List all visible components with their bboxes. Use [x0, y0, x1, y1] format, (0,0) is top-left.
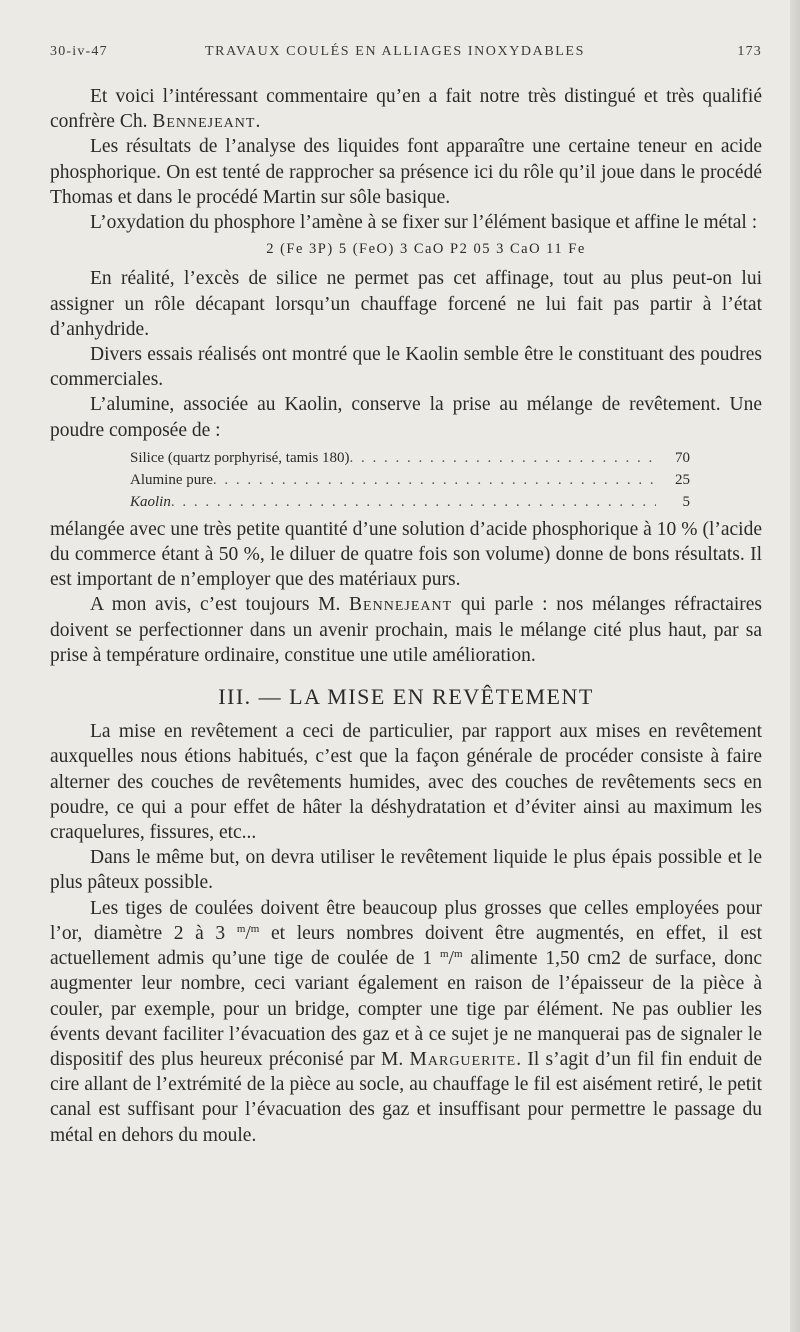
paragraph-3: L’oxydation du phosphore l’amène à se fixer sur l’élément basique et affine le métal : — [90, 212, 758, 234]
page-edge-shadow — [790, 0, 800, 1332]
chemical-formula: 2 (Fe 3P) 5 (FeO) 3 CaO P2 05 3 CaO 11 Fe — [266, 241, 586, 258]
unit-superscript: m — [453, 948, 463, 961]
author-name: Marguerite — [409, 1048, 517, 1070]
unit-slash: / — [245, 922, 251, 944]
composition-value: 70 — [675, 449, 690, 466]
paragraph-11-text-b: et leurs nombres doivent être augmentés, en effet, il est actuellement admis qu’une tige de coulée de 1 — [50, 922, 762, 970]
paragraph-11 — [50, 896, 762, 1148]
paragraph-8-rest: qui parle : nos mélanges réfractaires doivent se perfectionner dans un avenir prochain, mais le mélange cité plus haut, par sa prise à température ordinaire, constitue une utile amélioration. — [50, 594, 762, 666]
composition-row — [130, 447, 690, 469]
paragraph-4: En réalité, l’excès de silice ne permet pas cet affinage, tout au plus peut-on lui assigner un rôle décapant lorsqu’un chauffage forcené ne lui fait pas partir à l’état d’anhydride. — [50, 268, 762, 340]
composition-row — [130, 491, 690, 513]
author-name: Bennejeant — [152, 111, 256, 133]
paragraph-11-text-d: . Il s’agit d’un fil fin enduit de cire allant de l’extrémité de la pièce au socle, au chauffage le fil est aisément retiré, le petit canal est suffisant pour l’évacuation des gaz et insuffisant pour permettre le passage du métal en dehors du moule. — [50, 1048, 762, 1146]
author-name: Bennejeant — [349, 594, 453, 616]
section-title: III. — LA MISE EN REVÊTEMENT — [218, 684, 594, 710]
composition-name: Alumine pure — [130, 471, 213, 488]
unit-superscript: m — [236, 922, 246, 935]
paragraph-7: mélangée avec une très petite quantité d’une solution d’acide phosphorique à 10 % (l’acide du commerce étant à 50 %, le diluer de quatre fois son volume) donne de bons résultats. Il est important de n’employer que des matériaux purs. — [50, 518, 762, 591]
paragraph-11-text-c: alimente 1,50 cm2 de surface, donc augmenter leur nombre, ceci variant également en raison de l’épaisseur de la pièce à couler, par exemple, pour un bridge, compter une tige par élément. Ne pas oublier les évents devant faciliter l’évacuation des gaz et à ce sujet je ne manquerai pas de signaler le dispositif des plus heureux préconisé par M. — [50, 948, 762, 1070]
composition-row — [130, 469, 690, 491]
paragraph-9: La mise en revêtement a ceci de particulier, par rapport aux mises en revêtement auxquelles nous étions habitués, c’est que la façon générale de procéder consiste à faire alterner des couches de revêtements humides, avec des couches de revêtements secs en poudre, ce qui a pour effet de hâter la déshydratation et d’éviter ainsi au maximum les craquelures, fissures, etc... — [50, 721, 762, 844]
unit-slash: / — [448, 948, 454, 970]
leader-dots — [350, 447, 656, 469]
header-date: 30-iv-47 — [50, 44, 108, 59]
composition-value: 5 — [682, 493, 690, 510]
composition-name: Silice (quartz porphyrisé, tamis 180) — [130, 449, 350, 466]
paragraph-8 — [50, 592, 762, 668]
paragraph-11-text: Les tiges de coulées doivent être beaucoup plus grosses que celles employées pour l’or, diamètre 2 à 3 — [50, 897, 762, 944]
paragraph-6: L’alumine, associée au Kaolin, conserve la prise au mélange de revêtement. Une poudre composée de : — [50, 394, 762, 441]
unit-superscript: m — [250, 922, 260, 935]
composition-name: Kaolin — [130, 493, 171, 510]
header-title: TRAVAUX COULÉS EN ALLIAGES INOXYDABLES — [205, 44, 585, 59]
leader-dots — [171, 491, 656, 513]
unit-superscript: m — [439, 948, 449, 961]
paragraph-5: Divers essais réalisés ont montré que le Kaolin semble être le constituant des poudres commerciales. — [50, 344, 762, 391]
composition-table — [130, 447, 690, 513]
composition-value: 25 — [675, 471, 690, 488]
paragraph-2: Les résultats de l’analyse des liquides font apparaître une certaine teneur en acide phosphorique. On est tenté de rapprocher sa présence ici du rôle qu’il joue dans le procédé Thomas et dans le procédé Martin sur sôle basique. — [50, 136, 762, 208]
paragraph-1-text: Et voici l’intéressant commentaire qu’en a fait notre très distingué et très qualifié confrère Ch. — [50, 86, 762, 133]
paragraph-1-end: . — [255, 111, 261, 133]
paragraph-1 — [50, 84, 762, 134]
body-text — [50, 84, 762, 1148]
paragraph-10: Dans le même but, on devra utiliser le revêtement liquide le plus épais possible et le plus pâteux possible. — [50, 847, 762, 894]
leader-dots — [213, 469, 656, 491]
page-number: 173 — [737, 44, 762, 59]
paragraph-8-text: A mon avis, c’est toujours M. — [90, 594, 350, 616]
